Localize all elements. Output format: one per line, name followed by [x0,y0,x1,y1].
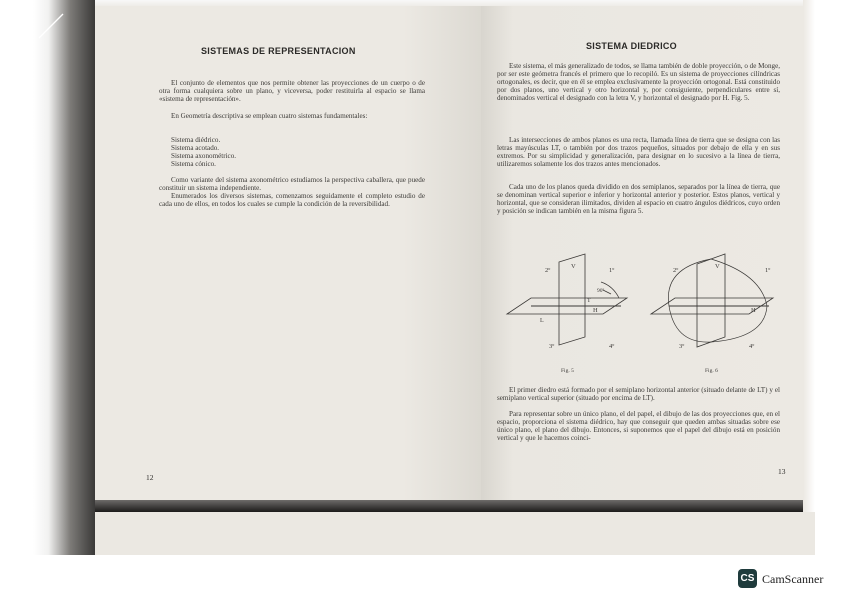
scan-edge-left [33,0,95,555]
right-paragraph-2: Las intersecciones de ambos planos es una recta, llamada línea de tierra que se designa con las letras mayúsculas LT, o también por dos trazos pequeños, situados por debajo de ella y en sus extremos. Por su simplicidad y generalización, para designar en lo sucesivo a la línea de tierra, utilizaremos solamente los dos trazos antes mencionados. [497,136,780,168]
left-page-number: 12 [146,473,154,482]
book-bottom-shadow [95,500,803,512]
fig6-label-q2: 2º [673,267,679,274]
left-paragraph-2: En Geometría descriptiva se emplean cuatro sistemas fundamentales: [171,112,368,120]
fig6-label-q1: 1º [765,267,771,274]
fig6-caption: Fig. 6 [705,368,718,374]
right-paragraph-3: Cada uno de los planos queda dividido en dos semiplanos, separados por la línea de tierra, que se denominan vertical superior e inferior y horizontal anterior y posterior. Estos planos, vertical y horizontal, que se consideran ilimitados, dividen al espacio en cuatro ángulos diédricos, cuyo orden y posición se indican también en la misma figura 5. [497,183,780,215]
system-item: Sistema axonométrico. [171,151,237,160]
fig5-label-q3: 3º [549,343,555,350]
right-paragraph-4: El primer diedro está formado por el semiplano horizontal anterior (situado delante de LT) y el semiplano vertical superior (situado por encima de LT). [497,386,780,402]
fig5-label-angle: 90º [597,288,605,294]
figure-6-dihedral-planes-rotated [645,252,785,374]
left-page-title: SISTEMAS DE REPRESENTACION [201,46,356,56]
scan-background [95,512,815,555]
system-item: Sistema cónico. [171,159,216,168]
right-paragraph-5: Para representar sobre un único plano, el del papel, el dibujo de las dos proyecciones que, en el espacio, proporciona el sistema diédrico, hay que conseguir que queden ambas situadas sobre ese único plano, el plano del dibujo. Entonces, si suponemos que el papel del dibujo está en posición vertical y que le hacemos coinci- [497,410,780,442]
systems-list [159,137,425,169]
fig5-label-q4: 4º [609,343,615,350]
system-item: Sistema acotado. [171,143,220,152]
fig6-label-h: H [751,307,756,314]
fig5-label-l: L [540,318,544,324]
scan-edge-right [803,0,815,555]
fig5-label-v: V [571,263,576,270]
rotation-arc-lower-left [669,306,711,342]
left-paragraph-1: El conjunto de elementos que nos permite obtener las proyecciones de un cuerpo o de otra forma cualquiera sobre un plano, y viceversa, poder restituirla al espacio se llama «sistema de representación». [159,79,425,103]
fig5-label-q2: 2º [545,267,551,274]
fig5-caption: Fig. 5 [561,368,574,374]
fig5-label-t: T [587,298,591,304]
page-curl-mark [37,12,67,40]
system-item: Sistema diédrico. [171,136,221,144]
fig5-label-q1: 1º [609,267,615,274]
right-page-number: 13 [778,467,786,476]
figure-5-dihedral-planes [501,252,631,374]
fig6-label-q3: 3º [679,343,685,350]
camscanner-watermark: CamScanner [762,572,824,586]
fig6-label-v: V [715,263,720,270]
fig5-label-h: H [593,307,598,314]
scanned-spread [33,0,815,555]
right-page-title: SISTEMA DIEDRICO [586,41,677,51]
rotation-arc-lower-right [711,306,767,342]
camscanner-logo-icon: CS [738,569,757,588]
vertical-plane [697,254,725,347]
right-paragraph-1: Este sistema, el más generalizado de todos, se llama también de doble proyección, o de Monge, por ser este geómetra francés el primero que lo recopiló. Es un sistema de proyecciones cilíndricas ortogonales, es decir, que en él se emplea exclusivamente la proyección ortogonal. Está constituido por dos planos, uno vertical y otro horizontal y, por consiguiente, perpendiculares entre sí, denominados vertical el designado con la letra V, y horizontal el designado por H. Fig. 5. [497,62,780,102]
left-paragraph-3: Como variante del sistema axonométrico estudiamos la perspectiva caballera, que puede constituir un sistema independiente. [159,176,425,192]
fig6-label-q4: 4º [749,343,755,350]
left-paragraph-4: Enumerados los diversos sistemas, comenzamos seguidamente el completo estudio de cada uno de ellos, en todos los cuales se cumple la condición de la reversibilidad. [159,192,425,208]
